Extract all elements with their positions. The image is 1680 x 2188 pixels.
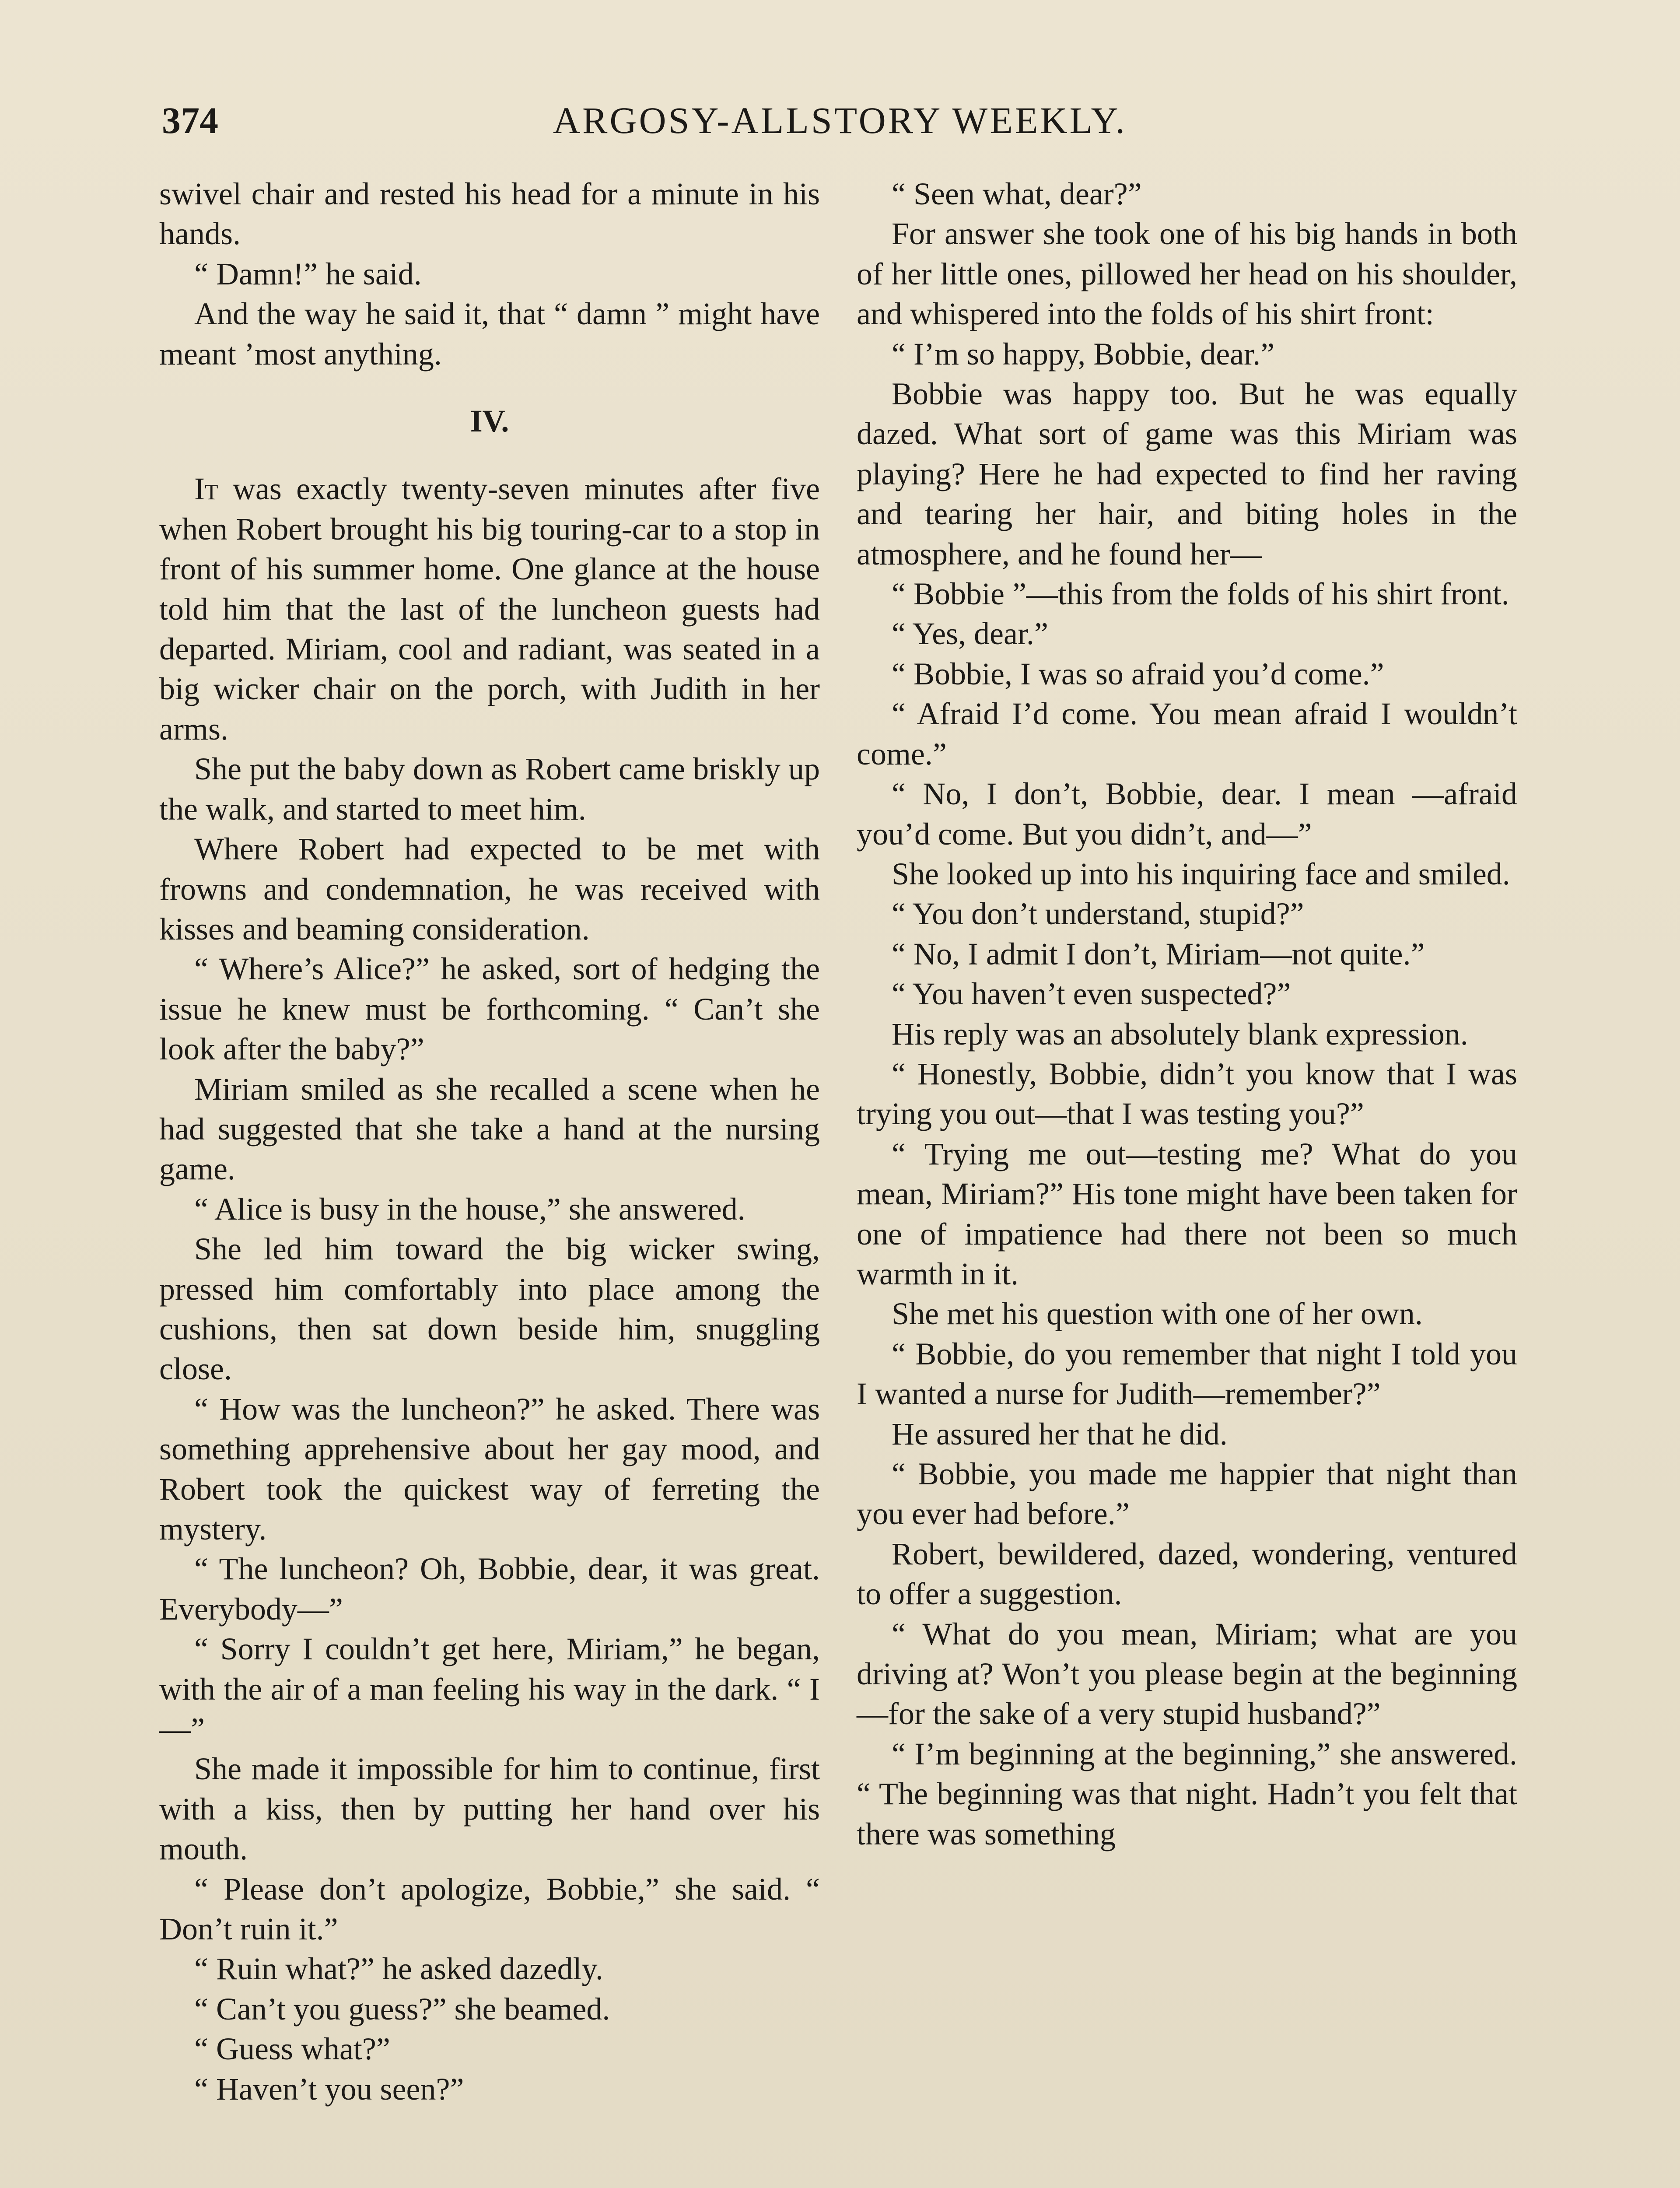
paragraph: She met his question with one of her own. [892,1296,1423,1332]
page-number: 374 [162,99,218,141]
paragraph: “ I’m so happy, Bobbie, dear.” [892,336,1275,372]
section-heading: IV. [470,403,509,439]
paragraph: And the way he said it, that “ damn ” might have meant ’most anything. [159,296,820,372]
paragraph: “ Can’t you guess?” she beamed. [194,1991,610,2027]
right-column [857,174,1517,1854]
paragraph: “ Bobbie ”—this from the folds of his shirt front. [892,576,1509,612]
paragraph: “ Afraid I’d come. You mean afraid I wouldn’t come.” [857,696,1517,771]
paragraph: “ Bobbie, do you remember that night I told you I wanted a nurse for Judith—remember?” [857,1336,1517,1412]
paragraph: “ You don’t understand, stupid?” [892,896,1304,932]
paragraph: “ No, I don’t, Bobbie, dear. I mean —afraid you’d come. But you didn’t, and—” [857,776,1517,852]
drop-lead-word: It [194,471,218,507]
running-head-title: ARGOSY-ALLSTORY WEEKLY. [553,99,1127,141]
paragraph: “ Ruin what?” he asked dazedly. [194,1951,603,1987]
paragraph: Bobbie was happy too. But he was equally dazed. What sort of game was this Miriam was playing? Here he had expected to find her raving and tearing her hair, and biting holes in the atmosphere, and he found her— [857,376,1517,572]
paragraph: “ Bobbie, I was so afraid you’d come.” [892,656,1384,691]
paragraph: “ You haven’t even suspected?” [892,976,1291,1012]
page-header [158,96,1522,144]
paragraph: “ Where’s Alice?” he asked, sort of hedging the issue he knew must be forthcoming. “ Can’t she look after the baby?” [159,951,820,1067]
paragraph: She made it impossible for him to continue, first with a kiss, then by putting her hand over his mouth. [159,1751,820,1867]
paragraph: “ Alice is busy in the house,” she answered. [194,1191,746,1227]
left-column [159,174,820,2109]
paragraph: She led him toward the big wicker swing, pressed him comfortably into place among the cushions, then sat down beside him, snuggling close. [159,1231,820,1387]
paragraph: “ How was the luncheon?” he asked. There was something apprehensive about her gay mood, and Robert took the quickest way of ferreting the mystery. [159,1391,820,1546]
paragraph: Robert, bewildered, dazed, wondering, ventured to offer a suggestion. [857,1536,1517,1612]
paragraph: “ Yes, dear.” [892,616,1048,652]
paragraph: “ Seen what, dear?” [892,176,1142,211]
paragraph: For answer she took one of his big hands in both of her little ones, pillowed her head on his shoulder, and whispered into the folds of his shirt front: [857,216,1517,332]
paragraph: He assured her that he did. [892,1416,1228,1452]
paragraph: swivel chair and rested his head for a minute in his hands. [159,176,820,252]
paragraph: “ The luncheon? Oh, Bobbie, dear, it was great. Everybody—” [159,1551,820,1627]
paragraph: Miriam smiled as she recalled a scene when he had suggested that she take a hand at the nursing game. [159,1071,820,1187]
paragraph: His reply was an absolutely blank expression. [892,1016,1468,1052]
paragraph: She put the baby down as Robert came briskly up the walk, and started to meet him. [159,751,820,827]
paragraph: “ Bobbie, you made me happier that night than you ever had before.” [857,1456,1517,1532]
paragraph: “ What do you mean, Miriam; what are you driving at? Won’t you please begin at the beginning—for the sake of a very stupid husband?” [857,1616,1517,1732]
paragraph: “ No, I admit I don’t, Miriam—not quite.” [892,936,1425,971]
paragraph: She looked up into his inquiring face and smiled. [892,856,1510,891]
paragraph: “ I’m beginning at the beginning,” she answered. “ The beginning was that night. Hadn’t you felt that there was something [857,1736,1517,1851]
paragraph: Where Robert had expected to be met with frowns and condemnation, he was received with kisses and beaming consideration. [159,831,820,947]
paragraph: “ Damn!” he said. [194,256,422,291]
paragraph: “ Trying me out—testing me? What do you mean, Miriam?” His tone might have been taken for one of impatience had there not been so much warmth in it. [857,1136,1517,1291]
paragraph: “ Sorry I couldn’t get here, Miriam,” he began, with the air of a man feeling his way in the dark. “ I—” [159,1631,820,1747]
paragraph-text: was exactly twenty-seven minutes after five when Robert brought his big touring-car to a stop in front of his summer home. One glance at the house told him that the last of the luncheon guests had departed. Miriam, cool and radiant, was seated in a big wicker chair on the porch, with Judith in her arms. [159,471,820,747]
paragraph [159,469,820,749]
paragraph: “ Guess what?” [194,2031,390,2067]
paragraph: “ Please don’t apologize, Bobbie,” she said. “ Don’t ruin it.” [159,1871,820,1947]
paragraph: “ Haven’t you seen?” [194,2071,464,2107]
paragraph: “ Honestly, Bobbie, didn’t you know that I was trying you out—that I was testing you?” [857,1056,1517,1132]
